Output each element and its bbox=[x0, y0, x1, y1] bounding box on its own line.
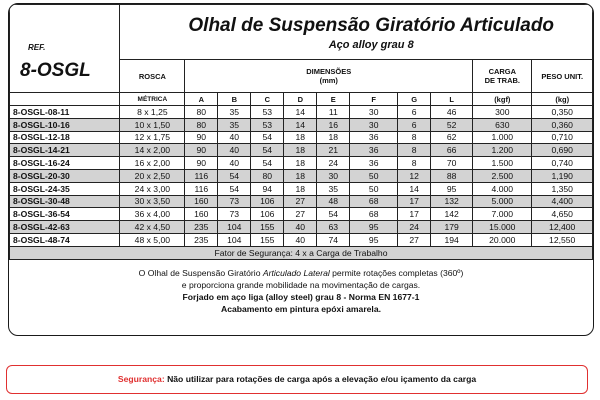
row-cell: 20.000 bbox=[473, 233, 532, 246]
row-cell: 116 bbox=[185, 169, 218, 182]
row-cell: 14 bbox=[284, 118, 317, 131]
row-cell: 10 x 1,50 bbox=[120, 118, 185, 131]
row-cell: 0,350 bbox=[532, 106, 593, 119]
row-cell: 40 bbox=[218, 131, 251, 144]
row-cell: 4,400 bbox=[532, 195, 593, 208]
row-cell: 63 bbox=[317, 221, 350, 234]
row-cell: 14 x 2,00 bbox=[120, 144, 185, 157]
row-cell: 300 bbox=[473, 106, 532, 119]
row-cell: 1,190 bbox=[532, 169, 593, 182]
row-cell: 16 bbox=[317, 118, 350, 131]
row-cell: 15.000 bbox=[473, 221, 532, 234]
row-cell: 73 bbox=[218, 208, 251, 221]
row-cell: 0,690 bbox=[532, 144, 593, 157]
row-cell: 48 bbox=[317, 195, 350, 208]
row-cell: 132 bbox=[431, 195, 473, 208]
row-cell: 54 bbox=[218, 169, 251, 182]
row-cell: 35 bbox=[218, 106, 251, 119]
row-ref: 8-OSGL-10-16 bbox=[10, 118, 120, 131]
row-cell: 95 bbox=[350, 221, 398, 234]
description-line-3: Forjado em aço liga (alloy steel) grau 8 - Norma EN 1677-1 bbox=[182, 291, 420, 302]
row-cell: 36 bbox=[350, 157, 398, 170]
subheader-c: C bbox=[251, 93, 284, 106]
row-cell: 20 x 2,50 bbox=[120, 169, 185, 182]
header-peso: PESO UNIT. bbox=[532, 60, 593, 93]
row-ref: 8-OSGL-14-21 bbox=[10, 144, 120, 157]
header-carga-line1: CARGA bbox=[488, 67, 517, 76]
row-cell: 88 bbox=[431, 169, 473, 182]
row-ref: 8-OSGL-30-48 bbox=[10, 195, 120, 208]
row-cell: 104 bbox=[218, 233, 251, 246]
subheader-blank bbox=[10, 93, 120, 106]
row-cell: 12,400 bbox=[532, 221, 593, 234]
subheader-b: B bbox=[218, 93, 251, 106]
row-cell: 40 bbox=[218, 144, 251, 157]
row-ref: 8-OSGL-42-63 bbox=[10, 221, 120, 234]
safety-warning bbox=[6, 365, 588, 394]
row-cell: 12,550 bbox=[532, 233, 593, 246]
row-cell: 94 bbox=[251, 182, 284, 195]
description-line-2: e proporciona grande mobilidade na movimentação de cargas. bbox=[181, 279, 421, 290]
row-cell: 18 bbox=[284, 144, 317, 157]
row-cell: 90 bbox=[185, 157, 218, 170]
row-ref: 8-OSGL-12-18 bbox=[10, 131, 120, 144]
row-cell: 68 bbox=[350, 208, 398, 221]
row-cell: 35 bbox=[317, 182, 350, 195]
row-cell: 1,350 bbox=[532, 182, 593, 195]
row-cell: 5.000 bbox=[473, 195, 532, 208]
row-cell: 17 bbox=[398, 208, 431, 221]
row-cell: 40 bbox=[284, 221, 317, 234]
row-cell: 50 bbox=[350, 182, 398, 195]
row-cell: 18 bbox=[284, 157, 317, 170]
table-row bbox=[10, 233, 593, 246]
row-cell: 106 bbox=[251, 208, 284, 221]
row-cell: 24 bbox=[317, 157, 350, 170]
row-cell: 7.000 bbox=[473, 208, 532, 221]
subheader-a: A bbox=[185, 93, 218, 106]
row-cell: 74 bbox=[317, 233, 350, 246]
row-cell: 54 bbox=[251, 144, 284, 157]
row-cell: 48 x 5,00 bbox=[120, 233, 185, 246]
row-ref: 8-OSGL-20-30 bbox=[10, 169, 120, 182]
row-cell: 155 bbox=[251, 233, 284, 246]
product-sheet bbox=[8, 3, 594, 336]
row-cell: 18 bbox=[284, 169, 317, 182]
row-cell: 53 bbox=[251, 106, 284, 119]
row-ref: 8-OSGL-24-35 bbox=[10, 182, 120, 195]
row-cell: 14 bbox=[398, 182, 431, 195]
row-cell: 106 bbox=[251, 195, 284, 208]
table-row bbox=[10, 221, 593, 234]
description bbox=[10, 259, 593, 335]
row-cell: 18 bbox=[284, 131, 317, 144]
table-row bbox=[10, 208, 593, 221]
safety-label: Segurança: bbox=[117, 374, 165, 384]
header-carga bbox=[473, 60, 532, 93]
row-cell: 36 bbox=[350, 131, 398, 144]
ref-cell bbox=[10, 5, 120, 93]
title-cell bbox=[120, 5, 593, 60]
row-cell: 30 x 3,50 bbox=[120, 195, 185, 208]
row-cell: 52 bbox=[431, 118, 473, 131]
row-cell: 6 bbox=[398, 118, 431, 131]
table-body bbox=[10, 106, 593, 247]
row-cell: 2.500 bbox=[473, 169, 532, 182]
safety-text: Não utilizar para rotações de carga após a elevação e/ou içamento da carga bbox=[164, 374, 477, 384]
subheader-g: G bbox=[398, 93, 431, 106]
row-cell: 36 bbox=[350, 144, 398, 157]
row-cell: 21 bbox=[317, 144, 350, 157]
row-ref: 8-OSGL-16-24 bbox=[10, 157, 120, 170]
row-cell: 54 bbox=[317, 208, 350, 221]
subheader-l: L bbox=[431, 93, 473, 106]
row-cell: 4,650 bbox=[532, 208, 593, 221]
description-italic: Articulado Lateral bbox=[262, 267, 330, 278]
row-cell: 62 bbox=[431, 131, 473, 144]
ref-label: REF. bbox=[28, 43, 46, 52]
table-row bbox=[10, 106, 593, 119]
row-cell: 630 bbox=[473, 118, 532, 131]
row-cell: 27 bbox=[398, 233, 431, 246]
row-cell: 18 bbox=[317, 131, 350, 144]
row-cell: 142 bbox=[431, 208, 473, 221]
row-cell: 16 x 2,00 bbox=[120, 157, 185, 170]
row-cell: 8 bbox=[398, 157, 431, 170]
description-text: permite rotações completas (360º) bbox=[329, 267, 464, 278]
row-cell: 95 bbox=[431, 182, 473, 195]
description-line-1 bbox=[10, 267, 593, 279]
subheader-metrica: MÉTRICA bbox=[120, 93, 185, 106]
row-cell: 27 bbox=[284, 208, 317, 221]
row-cell: 0,710 bbox=[532, 131, 593, 144]
spec-table bbox=[9, 4, 593, 335]
row-cell: 68 bbox=[350, 195, 398, 208]
row-cell: 36 x 4,00 bbox=[120, 208, 185, 221]
row-ref: 8-OSGL-36-54 bbox=[10, 208, 120, 221]
table-row bbox=[10, 118, 593, 131]
subheader-d: D bbox=[284, 93, 317, 106]
table-row bbox=[10, 169, 593, 182]
row-cell: 30 bbox=[350, 118, 398, 131]
table-row bbox=[10, 195, 593, 208]
row-cell: 90 bbox=[185, 144, 218, 157]
row-cell: 50 bbox=[350, 169, 398, 182]
row-cell: 54 bbox=[218, 182, 251, 195]
description-line-4: Acabamento em pintura epóxi amarela. bbox=[221, 303, 381, 314]
row-cell: 66 bbox=[431, 144, 473, 157]
row-cell: 12 bbox=[398, 169, 431, 182]
header-rosca: ROSCA bbox=[120, 60, 185, 93]
row-cell: 80 bbox=[251, 169, 284, 182]
description-text: O Olhal de Suspensão Giratório bbox=[138, 267, 263, 278]
row-cell: 12 x 1,75 bbox=[120, 131, 185, 144]
table-row bbox=[10, 182, 593, 195]
row-cell: 24 bbox=[398, 221, 431, 234]
row-cell: 160 bbox=[185, 208, 218, 221]
row-cell: 80 bbox=[185, 106, 218, 119]
table-row bbox=[10, 131, 593, 144]
page-title: Olhal de Suspensão Giratório Articulado bbox=[188, 15, 555, 36]
row-cell: 17 bbox=[398, 195, 431, 208]
row-cell: 0,360 bbox=[532, 118, 593, 131]
safety-factor: Fator de Segurança: 4 x a Carga de Trabalho bbox=[10, 246, 593, 259]
table-row bbox=[10, 144, 593, 157]
row-cell: 14 bbox=[284, 106, 317, 119]
row-cell: 155 bbox=[251, 221, 284, 234]
row-cell: 30 bbox=[350, 106, 398, 119]
row-cell: 40 bbox=[284, 233, 317, 246]
row-cell: 90 bbox=[185, 131, 218, 144]
row-cell: 1.000 bbox=[473, 131, 532, 144]
row-cell: 46 bbox=[431, 106, 473, 119]
row-cell: 11 bbox=[317, 106, 350, 119]
row-cell: 80 bbox=[185, 118, 218, 131]
row-cell: 53 bbox=[251, 118, 284, 131]
subheader-f: F bbox=[350, 93, 398, 106]
header-carga-line2: DE TRAB. bbox=[484, 76, 521, 85]
row-cell: 179 bbox=[431, 221, 473, 234]
row-cell: 235 bbox=[185, 221, 218, 234]
row-cell: 160 bbox=[185, 195, 218, 208]
row-cell: 27 bbox=[284, 195, 317, 208]
row-cell: 54 bbox=[251, 131, 284, 144]
row-cell: 35 bbox=[218, 118, 251, 131]
row-ref: 8-OSGL-08-11 bbox=[10, 106, 120, 119]
row-cell: 6 bbox=[398, 106, 431, 119]
row-cell: 0,740 bbox=[532, 157, 593, 170]
row-cell: 235 bbox=[185, 233, 218, 246]
subheader-e: E bbox=[317, 93, 350, 106]
row-cell: 4.000 bbox=[473, 182, 532, 195]
row-ref: 8-OSGL-48-74 bbox=[10, 233, 120, 246]
row-cell: 8 bbox=[398, 144, 431, 157]
row-cell: 95 bbox=[350, 233, 398, 246]
row-cell: 18 bbox=[284, 182, 317, 195]
subheader-kg: (kg) bbox=[532, 93, 593, 106]
row-cell: 30 bbox=[317, 169, 350, 182]
ref-code: 8-OSGL bbox=[20, 60, 91, 81]
row-cell: 116 bbox=[185, 182, 218, 195]
row-cell: 40 bbox=[218, 157, 251, 170]
row-cell: 1.200 bbox=[473, 144, 532, 157]
row-cell: 42 x 4,50 bbox=[120, 221, 185, 234]
row-cell: 8 bbox=[398, 131, 431, 144]
table-row bbox=[10, 157, 593, 170]
header-dimensoes-label: DIMENSÕES bbox=[306, 67, 352, 76]
row-cell: 54 bbox=[251, 157, 284, 170]
page-subtitle: Aço alloy grau 8 bbox=[328, 39, 414, 51]
row-cell: 70 bbox=[431, 157, 473, 170]
subheader-kgf: (kgf) bbox=[473, 93, 532, 106]
row-cell: 104 bbox=[218, 221, 251, 234]
row-cell: 1.500 bbox=[473, 157, 532, 170]
row-cell: 194 bbox=[431, 233, 473, 246]
row-cell: 73 bbox=[218, 195, 251, 208]
header-dimensoes-unit: (mm) bbox=[319, 76, 338, 85]
header-dimensoes bbox=[185, 60, 473, 93]
row-cell: 24 x 3,00 bbox=[120, 182, 185, 195]
row-cell: 8 x 1,25 bbox=[120, 106, 185, 119]
